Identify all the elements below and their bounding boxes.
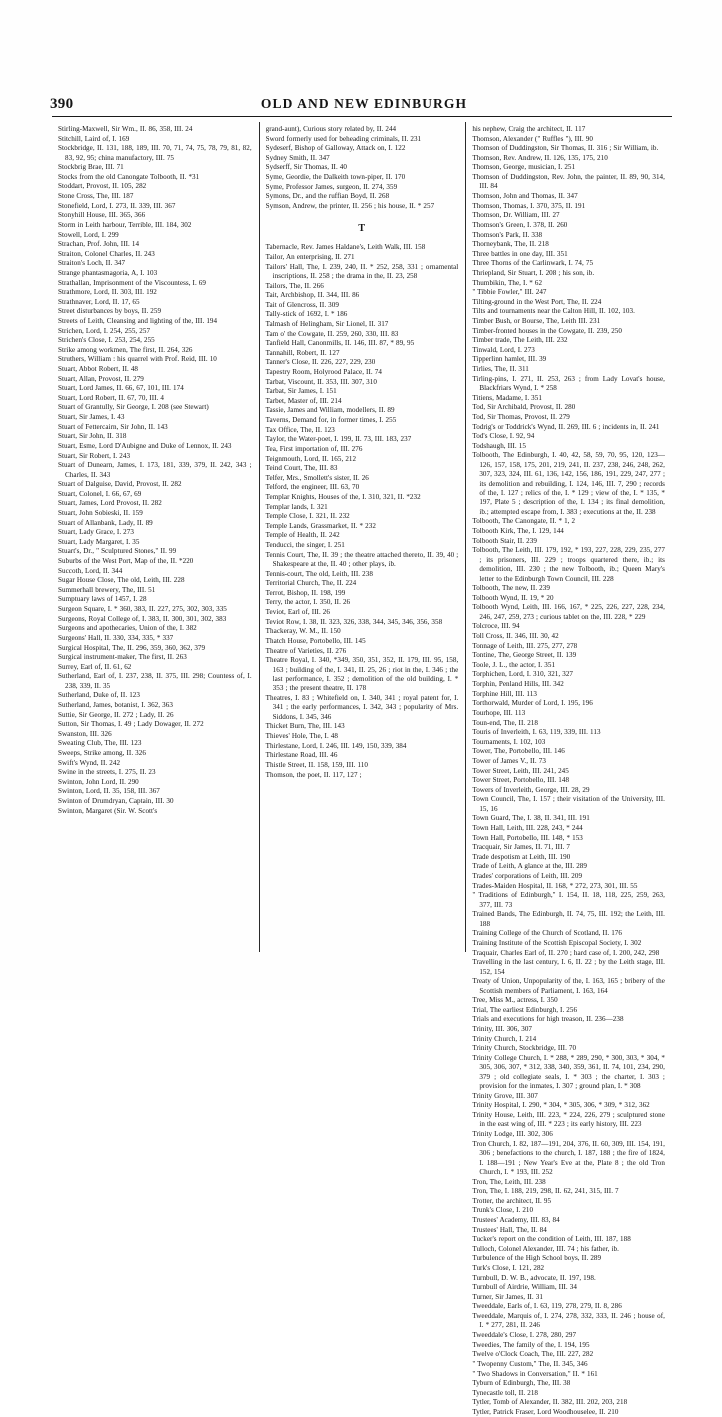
- index-entry: Trinity Church, I. 214: [472, 1034, 537, 1043]
- index-entry: Tolbooth Wynd, II. 19, * 20: [472, 593, 554, 602]
- index-entry: Tarbet, Master of, III. 214: [265, 396, 342, 405]
- index-entry: Trades' corporations of Leith, III. 209: [472, 872, 583, 881]
- index-entry: Street disturbances by boys, II. 259: [58, 307, 162, 316]
- index-entry: Tod's Close, I. 92, 94: [472, 432, 535, 441]
- index-entry: Tweeddale, Marquis of, I. 274, 278, 332, 333, II. 246 ; house of, I. * 277, 281, II. 246: [472, 1312, 665, 1330]
- index-entry: Telfer, Mrs., Smollett's sister, II. 26: [265, 473, 369, 482]
- index-entry: Surgeon Square, I. * 360, 383, II. 227, 275, 302, 303, 335: [58, 605, 227, 614]
- index-entry: Tynecastle toll, II. 218: [472, 1388, 539, 1397]
- index-entry: Tax Office, The, II. 123: [265, 425, 335, 434]
- index-entry: Stuart, Sir John, II. 318: [58, 432, 127, 441]
- index-entry: Tolbooth Kirk, The, I. 129, 144: [472, 527, 564, 536]
- index-entry: Tarbat, Sir James, I. 151: [265, 387, 337, 396]
- index-entry: Thomson's Park, II. 338: [472, 230, 543, 239]
- index-entry: Teignmouth, Lord, II. 165, 212: [265, 454, 357, 463]
- index-entry: Tennis-court, The old, Leith, III. 238: [265, 569, 373, 578]
- index-entry: Thatch House, Portobello, III. 145: [265, 636, 366, 645]
- index-entry: Tennis Court, The, II. 39 ; the theatre attached thereto, II. 39, 40 ; Shakespeare at the, II. 40 ; other plays, ib.: [265, 550, 459, 569]
- index-entry: Surgeons, Royal College of, I. 383, II. 300, 301, 302, 383: [58, 614, 227, 623]
- index-entry: Town Hall, Portobello, III. 148, * 153: [472, 833, 583, 842]
- index-entry: Succoth, Lord, II. 344: [58, 566, 123, 575]
- index-entry: Thomson, Dr. William, III. 27: [472, 211, 560, 220]
- index-entry: Torphine Hill, III. 113: [472, 689, 537, 698]
- index-entry: Thomson, the poet, II. 117, 127 ;: [265, 770, 362, 779]
- index-entry: Surgeons and apothecaries, Union of the, I. 382: [58, 624, 197, 633]
- index-entry: Three battles in one day, III. 351: [472, 249, 568, 258]
- index-entry: Stuart, Lady Grace, I. 273: [58, 528, 134, 537]
- index-entry: Tytler, Patrick Fraser, Lord Woodhouselee, II. 210: [472, 1407, 619, 1416]
- index-entry: Tracquair, Sir James, II. 71, III. 7: [472, 843, 570, 852]
- index-entry: Thomson, George, musician, I. 251: [472, 163, 576, 172]
- index-entry: Tipperlinn hamlet, III. 39: [472, 355, 547, 364]
- index-entry: Training College of the Church of Scotland, II. 176: [472, 929, 622, 938]
- index-entry: Teviot Row, I. 38, II. 323, 326, 338, 344, 345, 346, 356, 358: [265, 617, 443, 626]
- index-entry: Teind Court, The, III. 83: [265, 464, 338, 473]
- index-entry: " Twopenny Custom," The, II. 345, 346: [472, 1359, 588, 1368]
- index-entry: Swift's Wynd, II. 242: [58, 758, 121, 767]
- index-entry: Thirlestane, Lord, I. 246, III. 149, 150, 339, 384: [265, 741, 407, 750]
- index-entry: Thorneybank, The, II. 218: [472, 240, 549, 249]
- index-entry: Stockbrig Brae, III. 71: [58, 163, 124, 172]
- index-entry: Sutherland, James, botanist, I. 362, 363: [58, 701, 173, 709]
- index-entry: Thieves' Hole, The, I. 48: [265, 732, 338, 741]
- index-entry: Tower Street, Leith, III. 241, 245: [472, 766, 569, 775]
- index-entry: Stuart, John Sobieski, II. 159: [58, 509, 143, 517]
- index-entry: Town Guard, The, I. 38, II. 341, III. 191: [472, 814, 590, 823]
- index-entry: Stuart, James, Lord Provost, II. 282: [58, 499, 162, 508]
- index-entry: Toll Cross, II. 346, III. 30, 42: [472, 632, 559, 641]
- index-entry: Tait, Archbishop, II. 344, III. 86: [265, 291, 360, 300]
- index-entry: Storm in Leith harbour, Terrible, III. 184, 302: [58, 220, 192, 229]
- index-entry: Stonyhill House, III. 365, 366: [58, 211, 146, 220]
- index-entry: Tailor, An enterprising, II. 271: [265, 252, 355, 261]
- index-entry: Thomson of Duddingston, Sir Thomas, II. 316 ; Sir William, ib.: [472, 144, 659, 153]
- header-rule: [52, 116, 672, 117]
- index-entry: Trinity, III. 306, 307: [472, 1025, 533, 1034]
- index-entry: Tourhope, III. 113: [472, 708, 526, 717]
- entry-list-3-bottom: [472, 814, 665, 1417]
- index-entry: Stuart of Fettercairn, Sir John, II. 143: [58, 422, 168, 431]
- index-entry: Trustees' Academy, III. 83, 84: [472, 1215, 560, 1224]
- index-entry: Swinton, John Lord, II. 290: [58, 777, 139, 786]
- index-entry: Turbulence of the High School boys, II. 289: [472, 1254, 602, 1263]
- index-entry: Thomson, Thomas, I. 370, 375, II. 191: [472, 201, 586, 210]
- index-entry: Thumbikin, The, I. * 62: [472, 278, 543, 287]
- index-entry: Tarbat, Viscount, II. 353, III. 307, 310: [265, 377, 377, 386]
- index-entry: Tait of Glencross, II. 309: [265, 300, 339, 309]
- index-entry: Surgeons' Hall, II. 330, 334, 335, * 337: [58, 633, 174, 642]
- index-entry: Town Hall, Leith, III. 228, 243, * 244: [472, 824, 583, 833]
- index-entry: Swine in the streets, I. 275, II. 23: [58, 768, 156, 777]
- index-entry: Suburbs of the West Port, Map of the, II. *220: [58, 557, 194, 566]
- index-entry: Timber trade, The Leith, III. 232: [472, 336, 568, 345]
- index-entry: Tucker's report on the condition of Leith, III. 187, 188: [472, 1235, 631, 1244]
- index-entry: Thomson, John and Thomas, II. 347: [472, 192, 578, 201]
- index-entry: " Two Shadows in Conversation," II. * 161: [472, 1369, 598, 1378]
- index-entry: Stonefield, Lord, I. 273, II. 339, III. 367: [58, 201, 176, 210]
- index-entry: Strachan, Prof. John, III. 14: [58, 240, 140, 249]
- index-columns: [52, 122, 672, 1416]
- book-title: OLD AND NEW EDINBURGH: [260, 96, 468, 111]
- index-entry: Trials and executions for high treason, II. 236—238: [472, 1015, 624, 1024]
- index-entry: Stoddart, Provost, II. 105, 282: [58, 182, 147, 191]
- index-entry: Trial, The earliest Edinburgh, I. 256: [472, 1005, 578, 1014]
- index-entry: Stitchill, Laird of, I. 169: [58, 134, 130, 143]
- index-entry: Strathnaver, Lord, II. 17, 65: [58, 297, 140, 306]
- index-entry: Tytler, Tomb of Alexander, II. 382, III. 202, 203, 218: [472, 1398, 628, 1407]
- index-entry: Stowell, Lord, I. 299: [58, 230, 119, 239]
- index-entry: Stuart of Allanbank, Lady, II. 89: [58, 518, 153, 527]
- index-entry: Talmash of Helingham, Sir Lionel, II. 317: [265, 319, 389, 328]
- page-number: 390: [50, 96, 74, 112]
- index-entry: Tea, First importation of, III. 276: [265, 444, 363, 453]
- index-entry: Trunk's Close, I. 210: [472, 1206, 534, 1215]
- index-entry: Tilts and tournaments near the Calton Hill, II. 102, 103.: [472, 307, 635, 316]
- entry-list-1: [58, 125, 252, 816]
- index-entry: Trinity Hospital, I. 290, * 304, * 305, 306, * 309, * 312, 362: [472, 1101, 650, 1110]
- index-entry: Thomson, Alexander (" Ruffles "), III. 90: [472, 134, 593, 143]
- index-column-3: [465, 122, 672, 1416]
- index-entry: Trinity Grove, III. 307: [472, 1091, 538, 1100]
- index-entry: Turner, Sir James, II. 31: [472, 1292, 543, 1301]
- index-entry: Tam o' the Cowgate, II. 259, 260, 330, III. 83: [265, 329, 399, 338]
- index-entry: Tolbooth, The Edinburgh, I. 40, 42, 58, 59, 70, 95, 120, 123—126, 157, 158, 175, 201, 219, 241, II. 237, 238, 246, 248, 262, 307, 323, 324, III. 61, 136, 142, 156, 186, 191, 229, 247, 277 ; its demolition and rebuilding, I. 124, 146, III. 7, 290 ; records of the, I. 127 ; relics of the, I. * 129 ; view of the, I. * 135, * 197, Plate 5 ; description of the, I. 134 ; its final demolition, ib.; attempted escape from, I. 383 ; executions at the, II. 238: [472, 451, 665, 516]
- index-entry: Tower Street, Portobello, III. 148: [472, 776, 570, 785]
- index-entry: Sutherland, Duke of, II. 123: [58, 691, 140, 700]
- index-entry: Strathallan, Imprisonment of the Viscountess, I. 69: [58, 278, 206, 287]
- index-entry: Swinton, Margaret (Sir. W. Scott's: [58, 806, 158, 815]
- index-entry: Sweating Club, The, III. 123: [58, 739, 142, 748]
- index-entry: Swanston, III. 326: [58, 729, 112, 738]
- index-entry: Stuart, Esme, Lord D'Aubigne and Duke of Lennox, II. 243: [58, 441, 232, 450]
- index-entry: Stuart, Abbot Robert, II. 48: [58, 365, 139, 374]
- index-entry: Templar Knights, Houses of the, I. 310, 321, II. *232: [265, 492, 421, 501]
- index-entry: Tweedies, The family of the, I. 194, 195: [472, 1340, 590, 1349]
- index-entry: Torphichen, Lord, I. 310, 321, 327: [472, 670, 574, 679]
- index-entry: Thriepland, Sir Stuart, I. 208 ; his son, ib.: [472, 268, 595, 277]
- index-entry: Telford, the engineer, III. 63, 70: [265, 483, 360, 492]
- index-entry: Tolbooth, The Leith, III. 179, 192, * 193, 227, 228, 229, 235, 277 ; its prisoners, III. 229 ; troops quartered there, ib.; its demolition, III. 230 ; the new Tolbooth, ib.; Queen Mary's letter to the Edinburgh Town Council, III. 228: [472, 546, 665, 583]
- index-entry: Tweeddale, Earls of, I. 63, 119, 278, 279, II. 8, 286: [472, 1302, 622, 1311]
- index-entry: Travelling in the last century, I. 6, II. 22 ; by the Leith stage, III. 152, 154: [472, 958, 665, 976]
- index-entry: Trades-Maiden Hospital, II. 168, * 272, 273, 301, III. 55: [472, 881, 638, 890]
- index-entry: Stuart of Grantully, Sir George, I. 208 (see Stewart): [58, 403, 209, 412]
- index-entry: Sydserff, Sir Thomas, II. 40: [265, 163, 347, 172]
- index-entry: Timber Bush, or Bourse, The, Leith III. 231: [472, 317, 601, 325]
- index-entry: Sweeps, Strike among, II. 326: [58, 749, 146, 758]
- index-entry: Strichen's Close, I. 253, 254, 255: [58, 336, 155, 345]
- index-entry: Trinity Lodge, III. 302, 306: [472, 1130, 553, 1139]
- index-entry: Sword formerly used for beheading criminals, II. 231: [265, 134, 422, 143]
- index-entry: Towers of Inverleith, George, III. 28, 29: [472, 785, 590, 794]
- entry-list-3-top: [472, 125, 665, 814]
- index-column-1: [52, 122, 259, 952]
- index-entry: Todrig's or Toddrick's Wynd, II. 269, III. 6 ; incidents in, II. 241: [472, 422, 660, 431]
- index-entry: " Tibbie Fowler," III. 247: [472, 288, 547, 297]
- index-entry: Stuart of Dalguise, David, Provost, II. 282: [58, 480, 182, 489]
- index-entry: Tabernacle, Rev. James Haldane's, Leith Walk, III. 158: [265, 243, 426, 252]
- index-entry: Stone Cross, The, III. 187: [58, 192, 134, 201]
- index-entry: Tower, The, Portobello, III. 146: [472, 747, 565, 756]
- index-entry: Sydney Smith, II. 347: [265, 153, 330, 162]
- index-entry: Stuart, Lord Robert, II. 67, 70, III. 4: [58, 393, 164, 402]
- index-entry: Thirlestane Road, III. 46: [265, 751, 338, 760]
- index-entry: Town Council, The, I. 157 ; their visitation of the University, III. 15, 16: [472, 795, 665, 813]
- index-entry: Terry, the actor, I. 350, II. 26: [265, 598, 351, 607]
- index-entry: Torphin, Penland Hills, III. 342: [472, 680, 564, 689]
- index-column-2: [259, 122, 466, 952]
- index-entry: Stuart, Sir Robert, I. 243: [58, 451, 131, 460]
- index-entry: Tally-stick of 1692, I. * 186: [265, 310, 348, 319]
- index-entry: Sugar House Close, The old, Leith, III. 228: [58, 576, 185, 585]
- index-entry: Theatre of Varieties, II. 276: [265, 646, 347, 655]
- index-entry: Tassie, James and William, modellers, II. 89: [265, 406, 395, 415]
- index-entry: Trinity Church, Stockbridge, III. 70: [472, 1044, 577, 1053]
- index-entry: Turnbull, D. W. B., advocate, II. 197, 198.: [472, 1273, 596, 1282]
- index-entry: Taylor, the Water-poet, I. 199, II. 73, III. 183, 237: [265, 435, 412, 444]
- index-entry: Temple of Health, II. 242: [265, 531, 340, 540]
- index-entry: Tournaments, I. 102, 103: [472, 737, 546, 746]
- index-entry: Taverns, Demand for, in former times, I. 255: [265, 416, 397, 425]
- index-entry: Tinwald, Lord, I. 273: [472, 345, 535, 354]
- index-entry: Touris of Inverleith, I. 63, 119, 339, III. 113: [472, 728, 601, 737]
- index-entry: Symson, Andrew, the printer, II. 256 ; his house, II. * 257: [265, 201, 435, 210]
- index-entry: Tailors, The, II. 266: [265, 281, 324, 290]
- index-entry: Trinity House, Leith, III. 223, * 224, 226, 279 ; sculptured stone in the east wing of, III. * 223 ; its early history, III. 223: [472, 1111, 665, 1129]
- index-entry: Trade despotism at Leith, III. 190: [472, 852, 571, 861]
- index-entry: Tolbooth, The Canongate, II. * 1, 2: [472, 517, 576, 526]
- index-entry: Terrot, Bishop, II. 198, 199: [265, 588, 346, 597]
- entry-list-2-bottom: [266, 243, 459, 780]
- index-entry: Trustees' Hall, The, II. 84: [472, 1225, 547, 1234]
- index-entry: Tailors' Hall, The, I. 239, 240, II. * 252, 258, 331 ; ornamental inscriptions, II. 258 ; the drama in the, II. 23, 258: [265, 262, 459, 280]
- index-entry: Tolcroce, III. 94: [472, 622, 520, 631]
- index-entry: Stuart, Sir James, I. 43: [58, 413, 125, 422]
- index-entry: Surgical instrument-maker, The first, II. 263: [58, 653, 187, 662]
- index-entry: Strathmore, Lord, II. 303, III. 192: [58, 288, 157, 297]
- index-entry: Tolbooth, The new, II. 239: [472, 584, 550, 593]
- index-entry: Thicket Burn, The, III. 143: [265, 722, 345, 731]
- index-entry: Suttie, Sir George, II. 272 ; Lady, II. 26: [58, 710, 174, 719]
- index-entry: Straiton's Loch, II. 347: [58, 259, 126, 268]
- index-entry: Theatre Royal, I. 340, *349, 350, 351, 352, II. 179, III. 95, 158, 163 ; building of the, I. 341, II. 25, 26 ; riot in the, I. 346 ; the last performance, I. 352 ; demolition of the old building, I. * 353 ; the present theatre, II. 178: [265, 656, 459, 693]
- index-entry: Tirling-pins, I. 271, II. 253, 263 ; from Lady Lovat's house, Blackfriars Wynd, I. * 258: [472, 374, 665, 393]
- index-entry: Stuart, Allan, Provost, II. 279: [58, 374, 144, 383]
- index-entry: " Traditions of Edinburgh," I. 154, II. 18, 118, 225, 259, 263, 377, III. 73: [472, 891, 665, 909]
- index-entry: his nephew, Craig the architect, II. 117: [472, 125, 586, 133]
- index-entry: Thomson's Green, I. 378, II. 260: [472, 220, 568, 229]
- index-entry: Thackeray, W. M., II. 150: [265, 627, 341, 636]
- index-entry: Tenducci, the singer, I. 251: [265, 541, 345, 549]
- index-entry: Turk's Close, I. 121, 282: [472, 1264, 545, 1273]
- index-entry: Syme, Professor James, surgeon, II. 274, 359: [265, 182, 398, 191]
- index-entry: Training Institute of the Scottish Episcopal Society, I. 302: [472, 938, 642, 947]
- index-entry: Three Thorns of the Carlinwark, I. 74, 75: [472, 259, 594, 268]
- index-entry: Tod, Sir Archibald, Provost, II. 280: [472, 403, 576, 412]
- running-head: [50, 96, 676, 113]
- index-entry: Treaty of Union, Unpopularity of the, I. 163, 165 ; bribery of the Scottish members of Parliament, I. 163, 164: [472, 977, 665, 995]
- index-entry: Thistle Street, II. 158, 159, III. 110: [265, 760, 368, 769]
- index-entry: Swinton, Lord, II. 35, 158, III. 367: [58, 787, 160, 796]
- index-entry: Tapestry Room, Holyrood Palace, II. 74: [265, 368, 382, 377]
- index-entry: Stuart of Dunearn, James, I. 173, 181, 339, 379, II. 242, 343 ; Charles, II. 343: [58, 461, 252, 479]
- index-entry: Syme, Geordie, the Dalkeith town-piper, II. 170: [265, 173, 406, 182]
- index-entry: Stirling-Maxwell, Sir Wm., II. 86, 358, III. 24: [58, 125, 193, 133]
- index-entry: Tweeddale's Close, I. 278, 280, 297: [472, 1331, 577, 1340]
- index-entry: Sumptuary laws of 1457, I. 28: [58, 595, 147, 604]
- index-entry: Theatres, I. 83 ; Whitefield on, I. 340, 341 ; royal patent for, I. 341 ; the early performances, I. 342, 343 ; popularity of Mrs. Siddons, I. 345, 346: [265, 694, 459, 721]
- index-entry: Toole, J. L., the actor, I. 351: [472, 660, 556, 669]
- index-entry: Strike among workmen, The first, II. 264, 326: [58, 345, 193, 354]
- index-entry: Tannahill, Robert, II. 127: [265, 348, 340, 357]
- index-entry: Straiton, Colonel Charles, II. 243: [58, 249, 155, 258]
- index-entry: Tyburn of Edinburgh, The, III. 38: [472, 1379, 571, 1388]
- index-entry: Thomson of Duddingston, Rev. John, the painter, II. 89, 90, 314, III. 84: [472, 173, 665, 191]
- index-entry: Teviot, Earl of, III. 26: [265, 608, 330, 617]
- index-entry: Swinton of Drumdryan, Captain, III. 30: [58, 797, 174, 806]
- index-entry: Trotter, the architect, II. 95: [472, 1196, 552, 1205]
- index-entry: Tod, Sir Thomas, Provost, II. 279: [472, 412, 570, 421]
- index-entry: Stuart, Colonel, I. 66, 67, 69: [58, 489, 142, 498]
- index-entry: Thomson, Rev. Andrew, II. 126, 135, 175, 210: [472, 153, 608, 162]
- index-entry: Tanfield Hall, Canonmills, II. 146, III. 87, * 89, 95: [265, 339, 415, 348]
- index-entry: Tulloch, Colonel Alexander, III. 74 ; his father, ib.: [472, 1244, 619, 1253]
- index-entry: Strichen, Lord, I. 254, 255, 257: [58, 326, 151, 335]
- index-entry: Symons, Dr., and the ruffian Boyd, II. 268: [265, 192, 390, 201]
- index-entry: Surgical Hospital, The, II. 296, 359, 360, 362, 379: [58, 643, 206, 652]
- index-entry: Sutton, Sir Thomas, I. 49 ; Lady Dowager, II. 272: [58, 720, 204, 729]
- index-entry: Tonnage of Leith, III. 275, 277, 278: [472, 641, 578, 650]
- index-entry: Stocks from the old Canongate Tolbooth, II. *31: [58, 172, 200, 181]
- index-entry: Tontine, The, George Street, II. 139: [472, 651, 577, 660]
- index-entry: Turnbull of Airdrie, William, III. 34: [472, 1283, 577, 1292]
- index-entry: Stuart, Lord James, II. 66, 67, 101, III. 174: [58, 384, 184, 393]
- index-entry: Toun-end, The, II. 218: [472, 718, 539, 727]
- index-entry: Tanner's Close, II. 226, 227, 229, 230: [265, 358, 376, 367]
- index-entry: Surrey, Earl of, II. 61, 62: [58, 662, 132, 671]
- index-entry: Tolbooth Stair, II. 239: [472, 536, 537, 545]
- index-entry: Tolbooth Wynd, Leith, III. 166, 167, * 225, 226, 227, 228, 234, 246, 247, 259, 273 ; curious tablet on the, III. 228, * 229: [472, 603, 665, 621]
- index-entry: Sydeserf, Bishop of Galloway, Attack on, I. 122: [265, 144, 406, 153]
- index-entry: Sutherland, Earl of, I. 237, 238, II. 375, III. 298; Countess of, I. 238, 339, II. 35: [58, 672, 252, 690]
- index-entry: Tron Church, I. 82, 187—191, 204, 376, II. 60, 309, III. 154, 191, 306 ; benefactions to the church, I. 187, 188 ; the fire of 1824, I. 188—191 ; New Year's Eve at the, Plate 8 ; the old Tron Church, I. * 193, III. 252: [472, 1139, 665, 1176]
- index-entry: Tilting-ground in the West Port, The, II. 224: [472, 297, 602, 306]
- index-entry: Traquair, Charles Earl of, II. 270 ; hard case of, I. 200, 242, 298: [472, 948, 660, 957]
- index-entry: Trinity College Church, I. * 288, * 289, 290, * 300, 303, * 304, * 305, 306, 307, * 312, 338, 340, 359, 361, II. 74, 101, 234, 290, 379 ; old collegiate seals, I. * 303 ; the charter, I. 303 ; provision for the inmates, I. 307 ; ground plan, I. * 308: [472, 1053, 665, 1091]
- index-entry: Tron, The, I. 188, 219, 298, II. 62, 241, 315, III. 7: [472, 1187, 619, 1196]
- letter-heading-t: T: [358, 223, 366, 235]
- index-entry: Territorial Church, The, II. 224: [265, 579, 357, 588]
- index-entry: Trade of Leith, A glance at the, III. 289: [472, 862, 588, 871]
- entry-list-2-top: [266, 125, 459, 211]
- index-entry: Stuart's, Dr., " Sculptured Stones," II. 99: [58, 547, 177, 556]
- index-entry: Streets of Leith, Cleansing and lighting of the, III. 194: [58, 317, 218, 325]
- index-entry: Stockbridge, II. 131, 188, 189, III. 70, 71, 74, 75, 78, 79, 81, 82, 83, 92, 95; china manufactory, III. 75: [58, 144, 252, 162]
- index-entry: Stuart, Lady Margaret, I. 35: [58, 537, 140, 546]
- index-entry: Tower of James V., II. 73: [472, 756, 546, 765]
- index-entry: Tree, Miss M., actress, I. 350: [472, 996, 558, 1005]
- index-entry: Timber-fronted houses in the Cowgate, II. 239, 250: [472, 326, 622, 335]
- index-entry: Torthorwald, Murder of Lord, I. 195, 196: [472, 699, 593, 708]
- index-entry: Struthers, William : his quarrel with Prof. Reid, III. 10: [58, 355, 217, 364]
- index-entry: Temple Lands, Grassmarket, II. * 232: [265, 521, 376, 530]
- index-entry: Tirlies, The, II. 311: [472, 365, 529, 374]
- index-entry: Summerhall brewery, The, III. 51: [58, 585, 156, 594]
- index-entry: Temple Close, I. 321, II. 232: [265, 512, 350, 521]
- index-entry: grand-aunt), Curious story related by, II. 244: [265, 125, 397, 133]
- index-entry: Strange phantasmagoria, A, I. 103: [58, 268, 158, 277]
- index-entry: Twelve o'Clock Coach, The, III. 227, 282: [472, 1350, 594, 1359]
- index-entry: Todshaugh, III. 15: [472, 441, 526, 450]
- index-entry: Tron, The, Leith, III. 238: [472, 1177, 546, 1186]
- index-entry: Titiens, Madame, I. 351: [472, 393, 542, 402]
- index-entry: Templar lands, I. 321: [265, 502, 328, 511]
- index-entry: Trained Bands, The Edinburgh, II. 74, 75, III. 192; the Leith, III. 188: [472, 910, 665, 928]
